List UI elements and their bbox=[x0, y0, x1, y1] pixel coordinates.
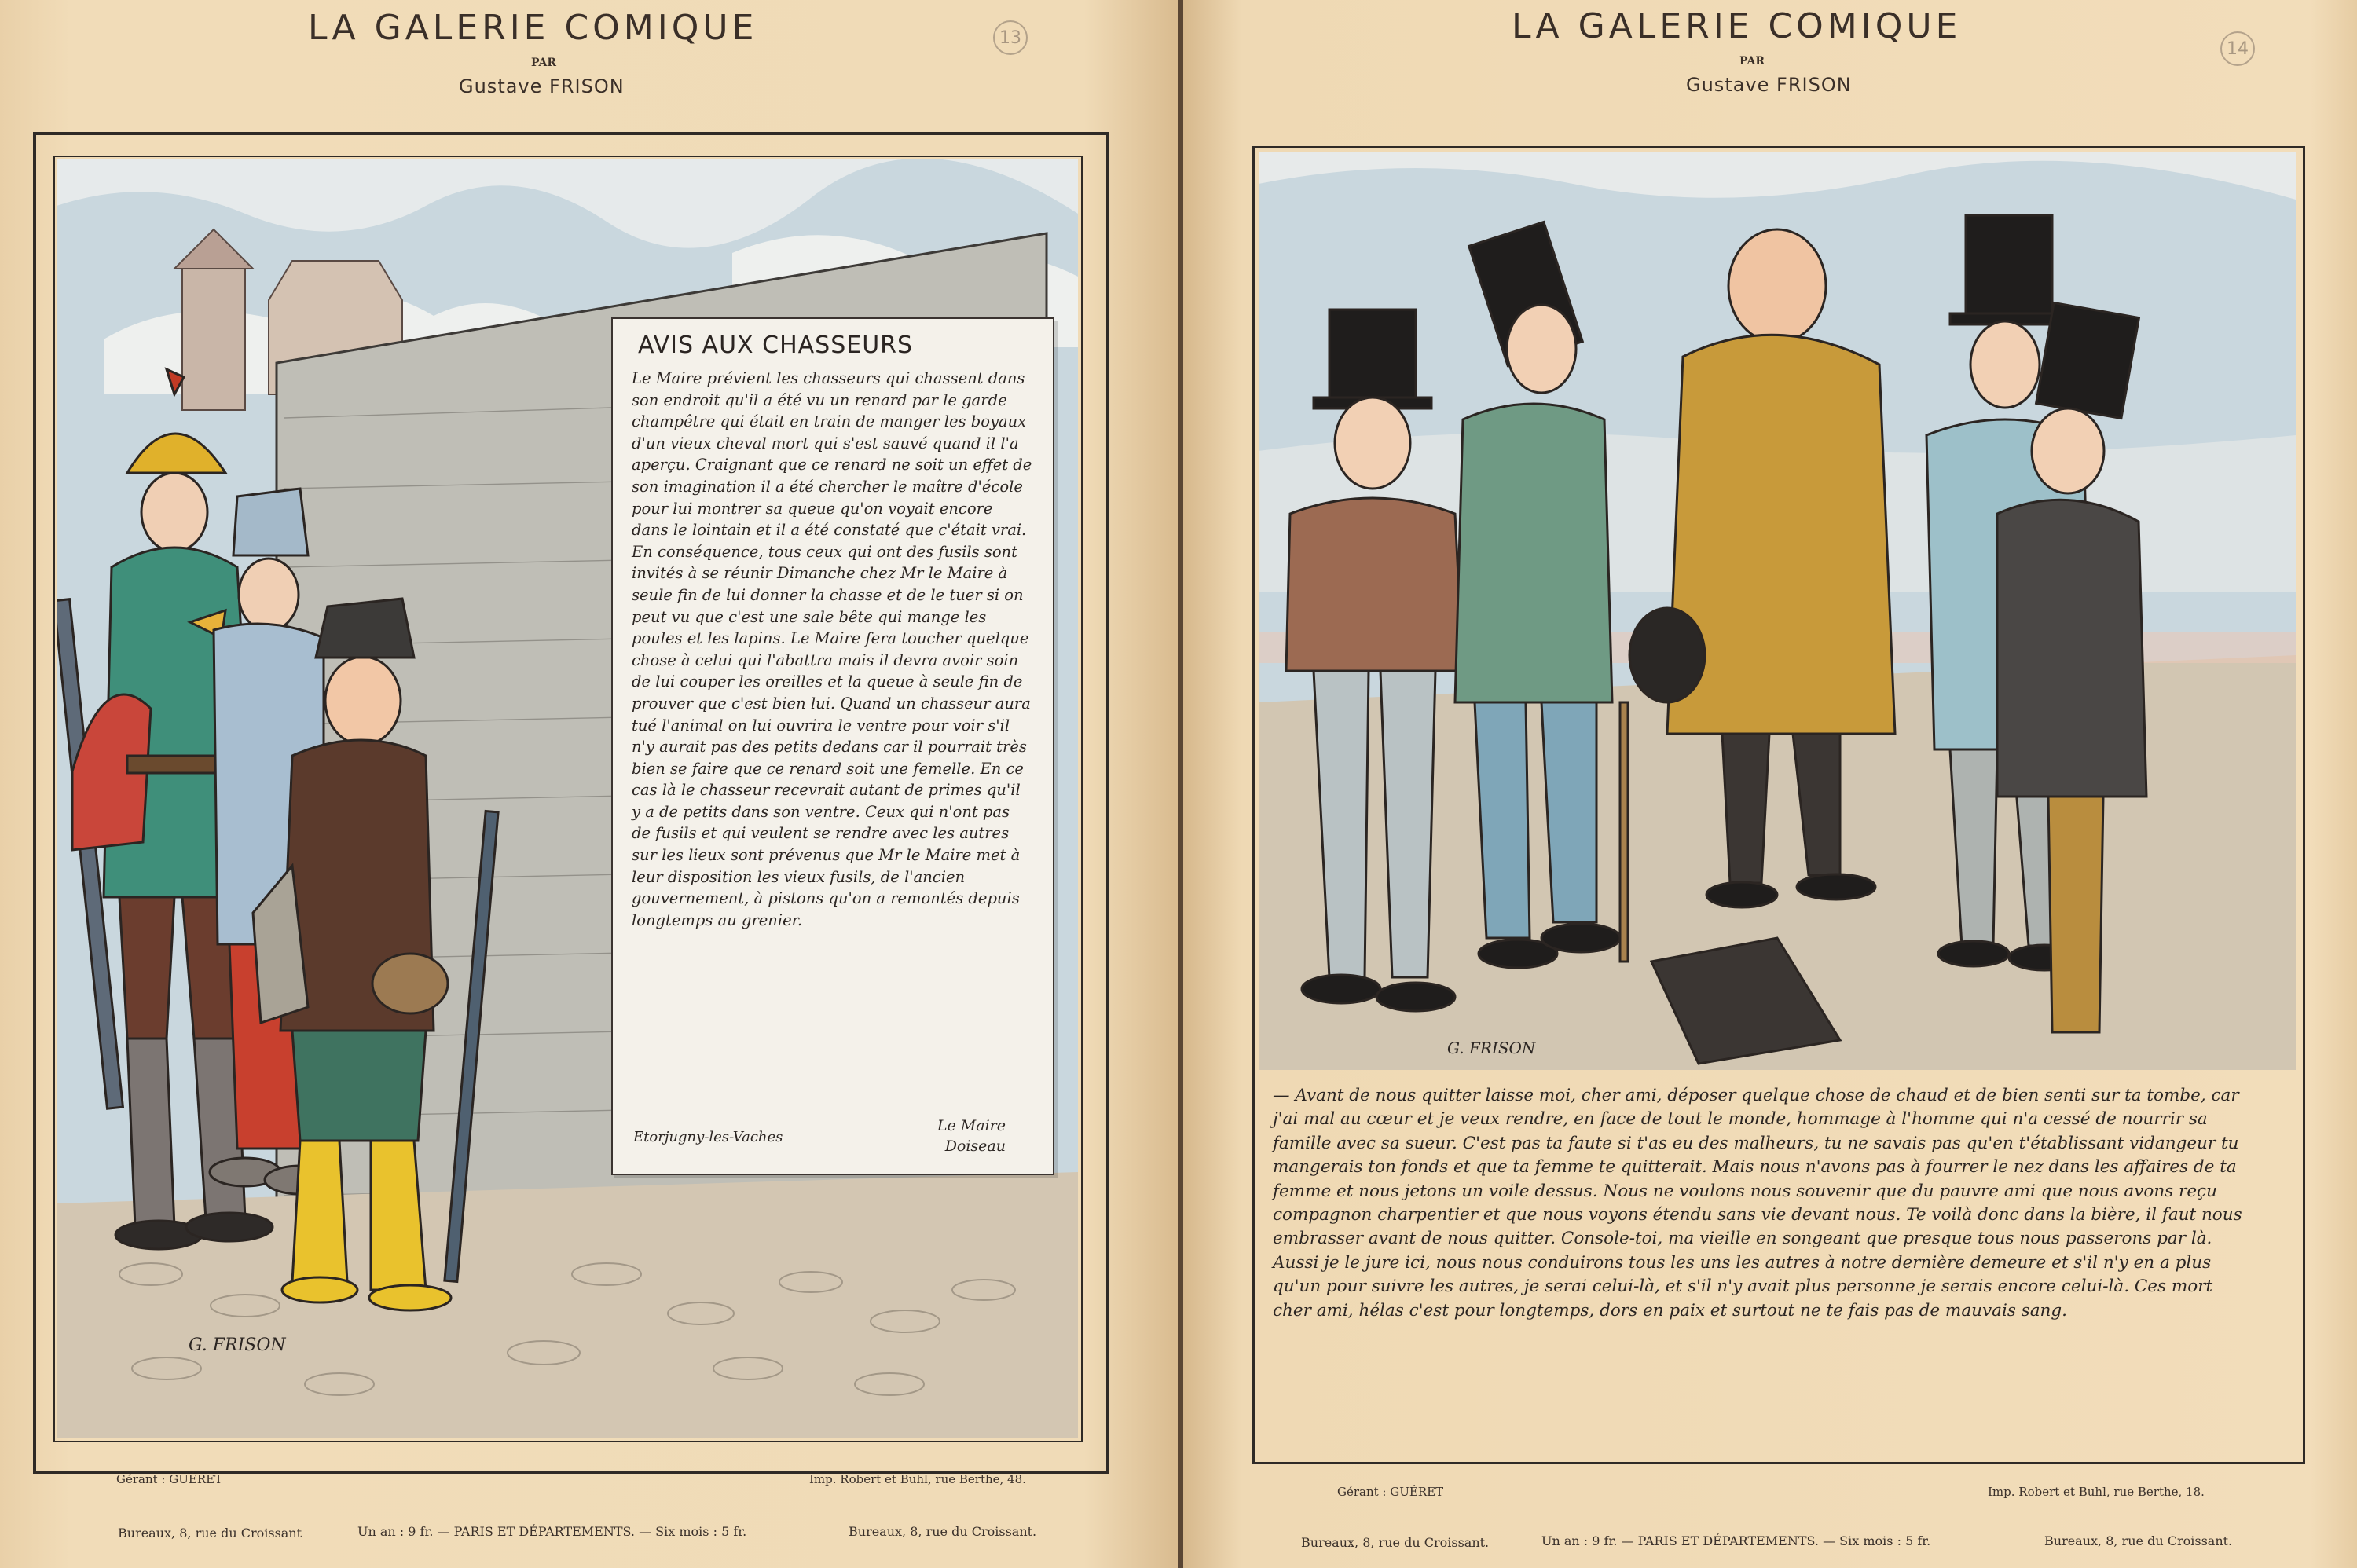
page-number-stamp: 14 bbox=[2220, 31, 2255, 66]
notice-place: Etorjugny-les-Vaches bbox=[633, 1129, 783, 1145]
bureaux-right: Bureaux, 8, rue du Croissant. bbox=[2044, 1533, 2233, 1548]
gerant-line: Gérant : GUÉRET bbox=[116, 1472, 223, 1486]
gerant-line: Gérant : GUÉRET bbox=[1337, 1485, 1444, 1499]
funeral-scene-drawing bbox=[1259, 152, 2296, 1070]
funeral-illustration bbox=[1259, 152, 2296, 1070]
magazine-title: LA GALERIE COMIQUE bbox=[1512, 6, 1962, 46]
hunters-notice-poster bbox=[611, 317, 1054, 1175]
par-label: PAR bbox=[1739, 55, 1765, 68]
printer-line: Imp. Robert et Buhl, rue Berthe, 48. bbox=[809, 1472, 1026, 1486]
par-label: PAR bbox=[531, 57, 557, 69]
bureaux-left: Bureaux, 8, rue du Croissant bbox=[118, 1526, 302, 1541]
printer-line: Imp. Robert et Buhl, rue Berthe, 18. bbox=[1988, 1485, 2205, 1499]
bureaux-right: Bureaux, 8, rue du Croissant. bbox=[849, 1524, 1037, 1539]
author-name: Gustave FRISON bbox=[459, 75, 625, 97]
notice-signatory-name: Doiseau bbox=[944, 1138, 1006, 1155]
left-page bbox=[0, 0, 1178, 1568]
right-page bbox=[1183, 0, 2357, 1568]
notice-body-text: Le Maire prévient les chasseurs qui chassent dans son endroit qu'il a été vu un renard par le garde champêtre qui était en train de manger les boyaux d'un vieux cheval mort qui s'est sauvé quand il l'a aperçu. Craignant que ce renard ne soit un effet de son imagination il a été chercher le maître d'école pour lui montrer sa queue qu'on voyait encore dans le lointain et il a été constaté que c'était vrai. En conséquence, tous ceux qui ont des fusils sont invités à se réunir Dimanche chez Mr le Maire à seule fin de lui donner la chasse et de le tuer si on peut vu que c'est une sale bête qui mange les poules et les lapins. Le Maire fera toucher quelque chose à celui qui l'abattra mais il devra avoir soin de lui couper les oreilles et la queue à seule fin de prouver que c'est bien lui. Quand un chasseur aura tué l'animal on lui ouvrira le ventre pour voir s'il n'y aurait pas des petits dedans car il pourrait très bien se faire que ce renard soit une femelle. En ce cas là le chasseur recevrait autant de primes qu'il y a de petits dans son ventre. Ceux qui n'ont pas de fusils et qui veulent se rendre avec les autres sur les lieux sont prévenus que Mr le Maire met à leur disposition les vieux fusils, de l'ancien gouvernement, à pistons qu'on a remontés depuis longtemps au grenier. bbox=[632, 369, 1032, 929]
bureaux-left: Bureaux, 8, rue du Croissant. bbox=[1301, 1535, 1490, 1550]
subscription-line: Un an : 9 fr. — PARIS ET DÉPARTEMENTS. — Six mois : 5 fr. bbox=[1541, 1533, 1931, 1548]
magazine-title: LA GALERIE COMIQUE bbox=[308, 8, 758, 48]
page-number-stamp: 13 bbox=[993, 20, 1028, 55]
speech-caption: — Avant de nous quitter laisse moi, cher ami, déposer quelque chose de chaud et de bien senti sur ta tombe, car j'ai mal au cœur et je veux rendre, en face de tout le monde, hommage à l'homme qui n'a cessé de nourrir sa famille avec sa sueur. C'est pas ta faute si t'as eu des malheurs, tu ne savais pas qu'en t'établissant vidangeur tu mangerais ton fonds et que ta femme te quitterait. Mais nous n'avons pas à fourrer le nez dans les affaires de ta femme et nous jetons un voile dessus. Nous ne voulons nous souvenir que du pauvre ami que nous avons reçu compagnon charpentier et que nous voyons étendu sans vie devant nous. Te voilà donc dans la bière, il faut nous embrasser avant de nous quitter. Console-toi, ma vieille en songeant que presque tous nous passerons par là. Aussi je le jure ici, nous nous conduirons tous les uns les autres à notre dernière demeure et s'il n'y en a plus qu'un pour suivre les autres, je serai celui-là, et s'il n'y avait plus personne je serais encore celui-là. Ces mort cher ami, hélas c'est pour longtemps, dors en paix et surtout ne te fais pas de mauvais sang. bbox=[1273, 1086, 2242, 1321]
notice-title: AVIS AUX CHASSEURS bbox=[638, 332, 914, 359]
notice-signatory-title: Le Maire bbox=[937, 1117, 1006, 1134]
artist-signature: G. FRISON bbox=[189, 1335, 286, 1355]
subscription-line: Un an : 9 fr. — PARIS ET DÉPARTEMENTS. — Six mois : 5 fr. bbox=[357, 1524, 747, 1539]
author-name: Gustave FRISON bbox=[1686, 74, 1852, 96]
artist-signature: G. FRISON bbox=[1447, 1039, 1536, 1057]
